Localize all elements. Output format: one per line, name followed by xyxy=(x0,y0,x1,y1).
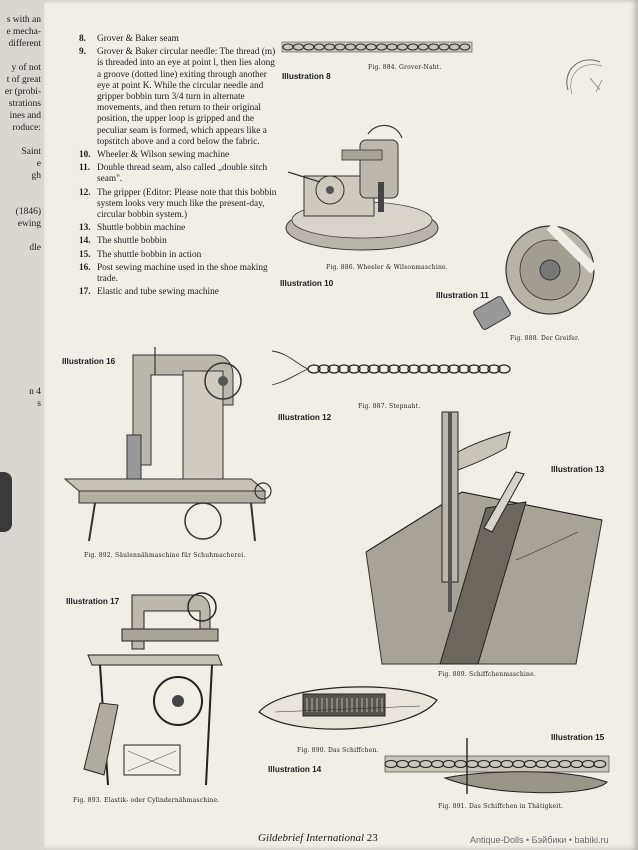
previous-page-fragment: e xyxy=(36,159,41,169)
illustration-12-caption: Fig. 887. Stepnaht. xyxy=(358,403,421,410)
illustration-11-caption: Fig. 888. Der Greifer. xyxy=(510,335,580,342)
previous-page-fragment xyxy=(0,374,44,386)
page-footer xyxy=(258,832,378,844)
caption-list-item xyxy=(79,250,279,261)
previous-page-fragment xyxy=(0,362,44,374)
illustration-14-label: Illustration 14 xyxy=(268,765,322,774)
caption-list-text: Double thread seam, also called „double sitch seam". xyxy=(97,163,268,185)
caption-list-number: 12. xyxy=(79,187,91,198)
caption-list-number: 10. xyxy=(79,150,91,161)
illustration-17-elastic-tube-sewing-machine xyxy=(78,585,228,790)
caption-list-number: 17. xyxy=(79,287,91,298)
previous-page-illustration-fragment xyxy=(0,472,12,532)
illustration-15-shuttle-in-action xyxy=(385,738,613,808)
previous-page-fragment: y of not xyxy=(11,63,41,73)
previous-page-fragment: gh xyxy=(31,171,41,181)
caption-list-item xyxy=(79,34,279,45)
journal-name: Gildebrief International xyxy=(258,832,365,844)
previous-page-fragment xyxy=(0,134,44,146)
illustration-11-gripper xyxy=(470,220,615,335)
caption-list-text: Post sewing machine used in the shoe making trade. xyxy=(97,262,268,285)
previous-page-fragment: ewing xyxy=(17,219,41,229)
previous-page-fragment xyxy=(0,350,44,362)
previous-page-fragment: ines and xyxy=(9,111,41,121)
illustration-11-label: Illustration 11 xyxy=(436,291,489,300)
previous-page-text-fragments xyxy=(0,0,44,410)
caption-list-number: 8. xyxy=(79,34,86,44)
caption-list-text: Shuttle bobbin machine xyxy=(97,223,186,234)
caption-list-number: 15. xyxy=(79,249,91,260)
previous-page-fragment xyxy=(0,194,44,206)
illustration-10-wheeler-wilson-machine xyxy=(280,120,440,260)
previous-page-fragment xyxy=(0,50,44,62)
previous-page-fragment xyxy=(0,314,44,326)
illustration-10-caption: Fig. 886. Wheeler & Wilsonmaschine. xyxy=(326,264,448,271)
previous-page-fragment xyxy=(0,338,44,350)
illustration-16-post-sewing-machine xyxy=(55,345,280,545)
previous-page-fragment: n 4 xyxy=(29,387,41,397)
caption-list-text: The shuttle bobbin in action xyxy=(97,249,202,260)
caption-list-text: Wheeler & Wilson sewing machine xyxy=(97,150,230,161)
illustration-8-caption: Fig. 884. Grover-Naht. xyxy=(368,64,442,71)
previous-page-fragment: different xyxy=(8,39,41,49)
watermark: Antique-Dolls • Бэйбики • babiki.ru xyxy=(470,835,609,845)
illustration-12-label: Illustration 12 xyxy=(278,413,332,422)
previous-page-fragment: strations xyxy=(8,99,41,109)
caption-list-item xyxy=(79,223,279,234)
caption-list-item xyxy=(79,163,279,185)
previous-page-fragment: e mecha- xyxy=(6,27,41,37)
illustration-10-label: Illustration 10 xyxy=(280,279,334,288)
previous-page-fragment: dle xyxy=(29,243,41,253)
illustration-13-caption: Fig. 889. Schiffchenmaschine. xyxy=(438,671,536,678)
caption-list-text: The shuttle bobbin xyxy=(97,236,167,247)
previous-page-fragment xyxy=(0,290,44,302)
previous-page-fragment: (1846) xyxy=(15,207,41,217)
caption-list-item xyxy=(79,236,279,247)
previous-page-fragment xyxy=(0,182,44,194)
illustration-13-label: Illustration 13 xyxy=(551,465,605,474)
caption-list-item xyxy=(79,188,279,222)
previous-page-fragment xyxy=(0,278,44,290)
caption-list-text: Elastic and tube sewing machine xyxy=(97,287,219,298)
previous-page-fragment xyxy=(0,230,44,242)
illustration-17-label: Illustration 17 xyxy=(66,597,120,606)
illustration-8-label: Illustration 8 xyxy=(282,72,331,81)
previous-page-fragment xyxy=(0,266,44,278)
illustration-13-shuttle-bobbin-machine xyxy=(366,412,605,664)
caption-list-number: 9. xyxy=(79,47,86,58)
previous-page-fragment: s with an xyxy=(6,15,41,25)
caption-list-number: 11. xyxy=(79,163,91,174)
caption-list-text: Grover & Baker seam xyxy=(97,34,179,44)
previous-page-fragment: roduce: xyxy=(12,123,41,133)
previous-page-fragment: s xyxy=(37,399,41,409)
illustration-17-caption: Fig. 893. Elastik- oder Cylindernähmaschine. xyxy=(73,797,220,804)
previous-page-fragment xyxy=(0,326,44,338)
caption-list-number: 13. xyxy=(79,223,91,234)
illustration-15-caption: Fig. 891. Das Schiffchen in Thätigkeit. xyxy=(438,803,564,810)
caption-list-item xyxy=(79,47,279,148)
caption-list-text: Grover & Baker circular needle: The thread (m) is threaded into an eye at point l, then lies along a groove (dotted line) exiting through another eye at point K. While the circular needle and gripper bobbin turn 3/4 turn in alternate movements, and then return to their original position, the upper loop is gripped and the peculiar seam is formed, which appears like a topstitch above and a cord below the fabric. xyxy=(97,47,276,147)
caption-list-item xyxy=(79,287,279,298)
previous-page-fragment: t of great xyxy=(6,75,41,85)
illustration-8-grover-seam xyxy=(282,36,472,60)
caption-list-number: 16. xyxy=(79,262,91,273)
illustration-16-caption: Fig. 892. Säulennähmaschine für Schuhmacherei. xyxy=(84,552,246,559)
previous-page-fragment: er (probi- xyxy=(4,87,41,97)
illustration-14-caption: Fig. 890. Das Schiffchen. xyxy=(297,747,379,754)
caption-list-item xyxy=(79,263,279,285)
previous-page-fragment: Saint xyxy=(21,147,41,157)
previous-page-fragment xyxy=(0,302,44,314)
illustration-15-label: Illustration 15 xyxy=(551,733,605,742)
caption-list-item xyxy=(79,150,279,161)
previous-page-fragment xyxy=(0,254,44,266)
caption-list-text: The gripper (Editor: Please note that this bobbin system looks very much like the present-day, circular bobbin system.) xyxy=(97,187,277,221)
previous-page-edge xyxy=(0,0,44,850)
illustration-14-shuttle-bobbin xyxy=(255,676,440,746)
illustration-16-label: Illustration 16 xyxy=(62,357,116,366)
illustration-caption-list xyxy=(79,34,279,300)
page-number: 23 xyxy=(366,832,378,844)
illustration-12-double-thread-seam xyxy=(268,345,513,395)
caption-list-number: 14. xyxy=(79,236,91,247)
illustration-9-circular-needle xyxy=(560,50,615,105)
